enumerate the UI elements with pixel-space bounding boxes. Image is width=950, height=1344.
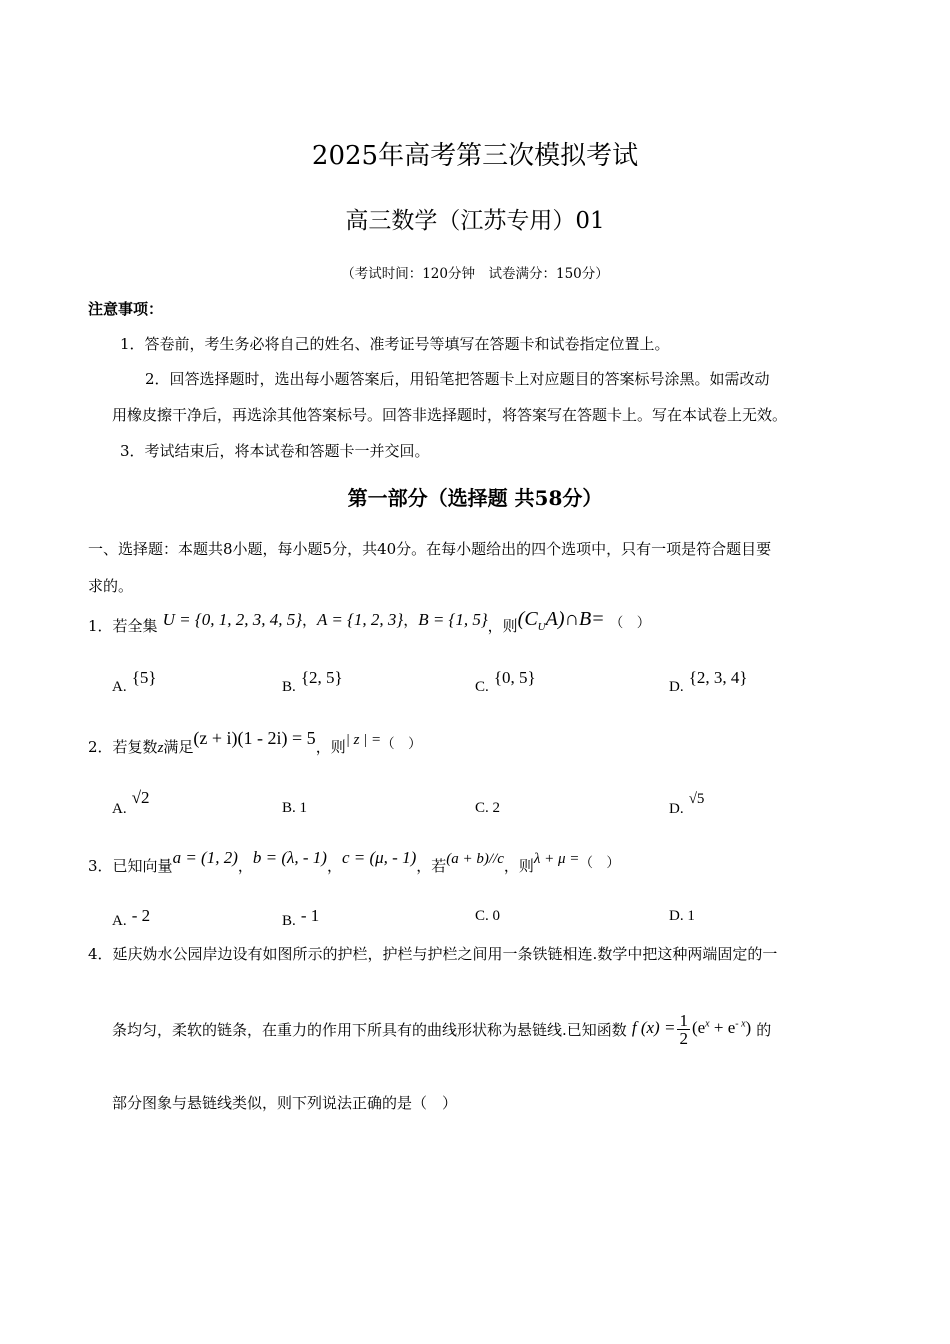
notice-heading: 注意事项： xyxy=(88,300,164,318)
question-text: 条均匀，柔软的链条，在重力的作用下所具有的曲线形状称为悬链线.已知函数 xyxy=(112,1021,627,1039)
q2-option-b[interactable]: B. 1 xyxy=(282,800,308,816)
question-text: 已知向量 xyxy=(112,857,173,875)
option-value: {2, 3, 4} xyxy=(688,668,748,687)
expr-sub: U xyxy=(537,621,546,633)
q1-option-a[interactable] xyxy=(112,668,157,696)
set-u: U = {0, 1, 2, 3, 4, 5} xyxy=(162,610,303,629)
q2-option-c[interactable]: C. 2 xyxy=(475,800,501,816)
q2-option-d[interactable] xyxy=(669,788,704,818)
section-title: 第一部分（选择题 共58分） xyxy=(347,486,603,510)
option-label: D. xyxy=(669,679,684,695)
exam-info: （考试时间：120分钟 试卷满分：150分） xyxy=(341,266,609,282)
section-instructions-line-1: 一、选择题：本题共8小题，每小题5分，共40分。在每小题给出的四个选项中，只有一项是符合题目要 xyxy=(88,540,772,558)
notice-item-2-line-1: 2．回答选择题时，选出每小题答案后，用铅笔把答题卡上对应题目的答案标号涂黑。如需改动 xyxy=(145,370,770,388)
function-definition xyxy=(631,1011,752,1048)
complement-expr xyxy=(517,608,605,633)
exponent-x: x xyxy=(705,1018,710,1030)
option-value: {5} xyxy=(131,668,157,687)
target-expr: λ + μ = xyxy=(533,851,580,867)
question-2 xyxy=(88,728,422,757)
function-close: ) xyxy=(745,1018,752,1038)
question-text-suffix: 的 xyxy=(756,1021,772,1039)
exponent-neg-x: - x xyxy=(735,1018,746,1030)
option-label: A. xyxy=(112,679,127,695)
exam-title: 2025年高考第三次模拟考试 xyxy=(311,141,639,171)
notice-item-2-line-2: 用橡皮擦干净后，再选涂其他答案标号。回答非选择题时，将答案写在答题卡上。写在本试卷上无效。 xyxy=(112,406,788,424)
question-number: 1． xyxy=(88,617,113,635)
fraction-denominator: 2 xyxy=(679,1029,688,1048)
option-value: √5 xyxy=(688,791,705,807)
question-text-mid: 满足 xyxy=(163,738,194,756)
q1-option-d[interactable] xyxy=(669,668,748,696)
q1-option-c[interactable] xyxy=(475,668,536,696)
q3-option-b[interactable] xyxy=(282,906,319,930)
q3-option-d[interactable]: D. 1 xyxy=(669,908,695,924)
question-number: 3． xyxy=(88,857,113,875)
separator: ， xyxy=(403,611,419,629)
function-lhs: f (x) = xyxy=(631,1018,676,1038)
vector-c: c = (μ, - 1) xyxy=(341,848,417,867)
answer-blank: （ ） xyxy=(381,736,422,752)
question-number: 4． xyxy=(88,945,113,963)
separator: ， xyxy=(326,857,342,875)
set-b: B = {1, 5} xyxy=(418,610,488,629)
equation: (z + i)(1 - 2i) = 5 xyxy=(193,728,316,748)
option-label: A. xyxy=(112,801,127,817)
function-plus: + e xyxy=(709,1018,736,1038)
question-3 xyxy=(88,848,620,876)
question-4-line-1 xyxy=(88,943,777,964)
question-number: 2． xyxy=(88,738,113,756)
fraction-numerator: 1 xyxy=(679,1011,688,1030)
q3-option-a[interactable] xyxy=(112,906,150,930)
q2-option-a[interactable] xyxy=(112,788,150,818)
question-4-line-2 xyxy=(112,1012,771,1047)
var-z: z xyxy=(157,740,164,756)
notice-item-3: 3．考试结束后，将本试卷和答题卡一并交回。 xyxy=(120,442,430,460)
question-text: 延庆妫水公园岸边设有如图所示的护栏，护栏与护栏之间用一条铁链相连.数学中把这种两端固定的一 xyxy=(112,945,778,963)
vector-b: b = (λ, - 1) xyxy=(252,848,327,867)
q1-option-b[interactable] xyxy=(282,668,343,696)
option-label: B. xyxy=(282,913,296,929)
notice-item-1: 1．答卷前，考生务必将自己的姓名、准考证号等填写在答题卡和试卷指定位置上。 xyxy=(120,335,670,353)
q3-option-c[interactable]: C. 0 xyxy=(475,908,501,924)
separator: ， xyxy=(302,611,318,629)
option-value: - 2 xyxy=(131,906,151,925)
answer-blank: （ ） xyxy=(579,855,620,871)
option-label: D. xyxy=(669,801,684,817)
expr-tail: A)∩B= xyxy=(545,608,605,630)
question-4-line-3: 部分图象与悬链线类似，则下列说法正确的是（ ） xyxy=(112,1094,458,1112)
section-instructions-line-2: 求的。 xyxy=(88,577,134,595)
condition-prefix: ，若 xyxy=(416,857,447,875)
option-value: {2, 5} xyxy=(300,668,343,687)
separator: ， xyxy=(237,857,253,875)
fraction-one-half xyxy=(677,1012,690,1047)
option-label: C. xyxy=(475,679,489,695)
function-rhs: (e xyxy=(691,1018,706,1038)
option-label: A. xyxy=(112,913,127,929)
question-text: 若全集 xyxy=(112,617,158,635)
vector-a: a = (1, 2) xyxy=(172,848,238,867)
option-value: - 1 xyxy=(300,906,320,925)
option-value: {0, 5} xyxy=(493,668,536,687)
then-text: ，则 xyxy=(487,617,518,635)
then-text: ，则 xyxy=(503,857,534,875)
exam-subtitle: 高三数学（江苏专用）01 xyxy=(345,208,605,234)
question-text: 若复数 xyxy=(112,738,158,756)
then-text: ，则 xyxy=(315,738,346,756)
set-a: A = {1, 2, 3} xyxy=(317,610,404,629)
answer-blank: （ ） xyxy=(609,615,651,631)
abs-z: | z | = xyxy=(345,732,382,748)
expr-head: (C xyxy=(517,608,538,630)
option-value: √2 xyxy=(131,788,150,807)
condition: (a + b)//c xyxy=(446,851,504,867)
option-label: B. xyxy=(282,679,296,695)
question-1 xyxy=(88,608,650,636)
